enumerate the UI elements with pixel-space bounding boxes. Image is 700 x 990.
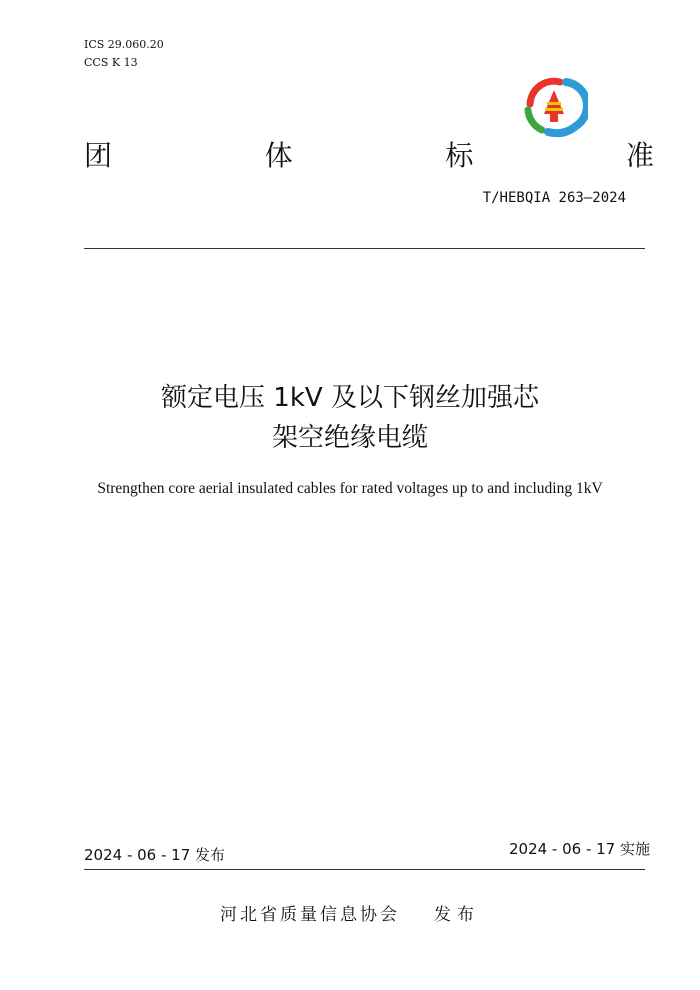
document-title-en: Strengthen core aerial insulated cables for rated voltages up to and including 1kV	[97, 480, 603, 497]
publisher-organization: 河北省质量信息协会	[220, 905, 400, 925]
standard-type-title	[84, 134, 654, 174]
publish-date: 2024 - 06 - 17 发布	[84, 846, 226, 864]
ccs-code: CCS K 13	[84, 56, 138, 69]
publisher-line	[0, 900, 700, 925]
association-logo-icon	[520, 74, 588, 138]
publisher-action: 发布	[434, 905, 480, 925]
standard-number: T/HEBQIA 263—2024	[482, 190, 626, 206]
document-title-cn-line1: 额定电压 1kV 及以下钢丝加强芯	[161, 383, 539, 413]
top-divider	[84, 248, 645, 249]
bottom-divider	[84, 869, 645, 870]
document-title-cn-line2: 架空绝缘电缆	[271, 423, 428, 453]
standard-title-char: 体	[264, 139, 293, 172]
implementation-date: 2024 - 06 - 17 实施	[508, 840, 650, 858]
classification-codes	[84, 36, 164, 72]
standard-title-char: 团	[84, 139, 113, 172]
ics-code: ICS 29.060.20	[84, 38, 164, 51]
standard-title-char: 标	[445, 139, 474, 172]
standard-title-char: 准	[625, 139, 654, 172]
